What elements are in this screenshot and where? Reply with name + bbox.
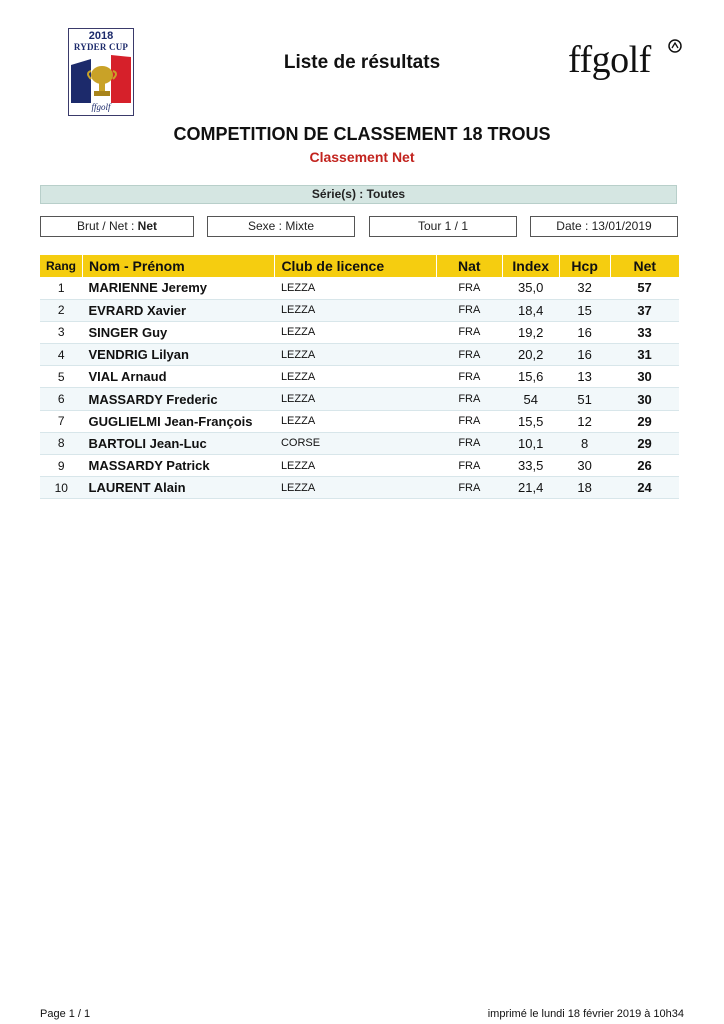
sexe-box bbox=[207, 216, 355, 237]
brut-net-box bbox=[40, 216, 194, 237]
cell-index: 19,2 bbox=[502, 321, 559, 343]
cell-rang: 7 bbox=[40, 410, 83, 432]
cell-hcp: 8 bbox=[559, 432, 610, 454]
cell-club: LEZZA bbox=[275, 321, 436, 343]
ryder-cup-logo bbox=[68, 28, 134, 116]
cell-index: 15,6 bbox=[502, 366, 559, 388]
cell-nat: FRA bbox=[436, 344, 502, 366]
table-row bbox=[40, 432, 679, 454]
cell-net: 29 bbox=[610, 432, 679, 454]
sexe-label: Sexe : bbox=[247, 219, 282, 233]
cell-index: 10,1 bbox=[502, 432, 559, 454]
cell-rang: 2 bbox=[40, 299, 83, 321]
cell-rang: 8 bbox=[40, 432, 83, 454]
date-box: Date : 13/01/2019 bbox=[530, 216, 678, 237]
cell-club: LEZZA bbox=[275, 477, 436, 499]
col-nat: Nat bbox=[436, 255, 502, 277]
table-header-row bbox=[40, 255, 679, 277]
col-nom: Nom - Prénom bbox=[83, 255, 275, 277]
table-row bbox=[40, 455, 679, 477]
brut-net-label: Brut / Net : bbox=[76, 219, 135, 233]
cell-hcp: 16 bbox=[559, 344, 610, 366]
table-row bbox=[40, 321, 679, 343]
cell-rang: 4 bbox=[40, 344, 83, 366]
competition-subtitle: Classement Net bbox=[309, 149, 415, 165]
cell-hcp: 18 bbox=[559, 477, 610, 499]
document-title: Liste de résultats bbox=[283, 52, 441, 73]
col-rang: Rang bbox=[40, 255, 83, 277]
cell-nat: FRA bbox=[436, 299, 502, 321]
cell-index: 54 bbox=[502, 388, 559, 410]
cell-hcp: 15 bbox=[559, 299, 610, 321]
cell-net: 24 bbox=[610, 477, 679, 499]
cell-club: LEZZA bbox=[275, 277, 436, 299]
cell-index: 35,0 bbox=[502, 277, 559, 299]
competition-title: COMPETITION DE CLASSEMENT 18 TROUS bbox=[173, 124, 551, 144]
cell-rang: 6 bbox=[40, 388, 83, 410]
cell-index: 21,4 bbox=[502, 477, 559, 499]
series-bar: Série(s) : Toutes bbox=[40, 185, 677, 204]
cell-nat: FRA bbox=[436, 388, 502, 410]
cell-nat: FRA bbox=[436, 432, 502, 454]
cell-nat: FRA bbox=[436, 277, 502, 299]
cell-rang: 3 bbox=[40, 321, 83, 343]
cell-net: 33 bbox=[610, 321, 679, 343]
cell-index: 18,4 bbox=[502, 299, 559, 321]
cell-net: 26 bbox=[610, 455, 679, 477]
cell-rang: 10 bbox=[40, 477, 83, 499]
table-row bbox=[40, 477, 679, 499]
table-row bbox=[40, 366, 679, 388]
cell-nom: MASSARDY Frederic bbox=[83, 388, 275, 410]
cell-net: 37 bbox=[610, 299, 679, 321]
cell-nat: FRA bbox=[436, 455, 502, 477]
cell-nom: SINGER Guy bbox=[83, 321, 275, 343]
cell-nat: FRA bbox=[436, 410, 502, 432]
cell-hcp: 32 bbox=[559, 277, 610, 299]
cell-nom: LAURENT Alain bbox=[83, 477, 275, 499]
cell-net: 29 bbox=[610, 410, 679, 432]
table-row bbox=[40, 277, 679, 299]
sexe-value: Mixte bbox=[285, 219, 315, 233]
print-timestamp: imprimé le lundi 18 février 2019 à 10h34 bbox=[487, 1008, 684, 1020]
cell-hcp: 16 bbox=[559, 321, 610, 343]
cell-club: LEZZA bbox=[275, 388, 436, 410]
cell-club: LEZZA bbox=[275, 410, 436, 432]
results-table bbox=[40, 255, 679, 499]
cell-nom: BARTOLI Jean-Luc bbox=[83, 432, 275, 454]
table-row bbox=[40, 410, 679, 432]
cell-net: 57 bbox=[610, 277, 679, 299]
cell-nom: VIAL Arnaud bbox=[83, 366, 275, 388]
page-number: Page 1 / 1 bbox=[40, 1008, 91, 1020]
trophy-flag-icon bbox=[71, 55, 131, 103]
cell-nom: VENDRIG Lilyan bbox=[83, 344, 275, 366]
cell-club: LEZZA bbox=[275, 366, 436, 388]
cell-nom: MARIENNE Jeremy bbox=[83, 277, 275, 299]
cell-club: CORSE bbox=[275, 432, 436, 454]
brut-net-value: Net bbox=[137, 219, 158, 233]
cell-club: LEZZA bbox=[275, 455, 436, 477]
cell-rang: 5 bbox=[40, 366, 83, 388]
cell-hcp: 30 bbox=[559, 455, 610, 477]
cell-club: LEZZA bbox=[275, 344, 436, 366]
cell-nat: FRA bbox=[436, 321, 502, 343]
cell-net: 30 bbox=[610, 366, 679, 388]
logo-year: 2018 bbox=[88, 30, 114, 42]
cell-hcp: 13 bbox=[559, 366, 610, 388]
cell-index: 33,5 bbox=[502, 455, 559, 477]
cell-net: 31 bbox=[610, 344, 679, 366]
cell-rang: 9 bbox=[40, 455, 83, 477]
cell-nat: FRA bbox=[436, 477, 502, 499]
col-club: Club de licence bbox=[275, 255, 436, 277]
cell-nom: GUGLIELMI Jean-François bbox=[83, 410, 275, 432]
cell-nom: MASSARDY Patrick bbox=[83, 455, 275, 477]
col-net: Net bbox=[610, 255, 679, 277]
cell-hcp: 12 bbox=[559, 410, 610, 432]
cell-index: 15,5 bbox=[502, 410, 559, 432]
col-hcp: Hcp bbox=[559, 255, 610, 277]
col-index: Index bbox=[502, 255, 559, 277]
logo-sub: ffgolf bbox=[91, 102, 111, 112]
cell-rang: 1 bbox=[40, 277, 83, 299]
ffgolf-mark-icon bbox=[668, 39, 682, 53]
ffgolf-brand: ffgolf bbox=[568, 39, 651, 81]
cell-net: 30 bbox=[610, 388, 679, 410]
logo-line: RYDER CUP bbox=[73, 42, 129, 52]
cell-nat: FRA bbox=[436, 366, 502, 388]
cell-index: 20,2 bbox=[502, 344, 559, 366]
table-row bbox=[40, 388, 679, 410]
table-row bbox=[40, 299, 679, 321]
cell-hcp: 51 bbox=[559, 388, 610, 410]
table-row bbox=[40, 344, 679, 366]
cell-nom: EVRARD Xavier bbox=[83, 299, 275, 321]
cell-club: LEZZA bbox=[275, 299, 436, 321]
tour-box: Tour 1 / 1 bbox=[369, 216, 517, 237]
